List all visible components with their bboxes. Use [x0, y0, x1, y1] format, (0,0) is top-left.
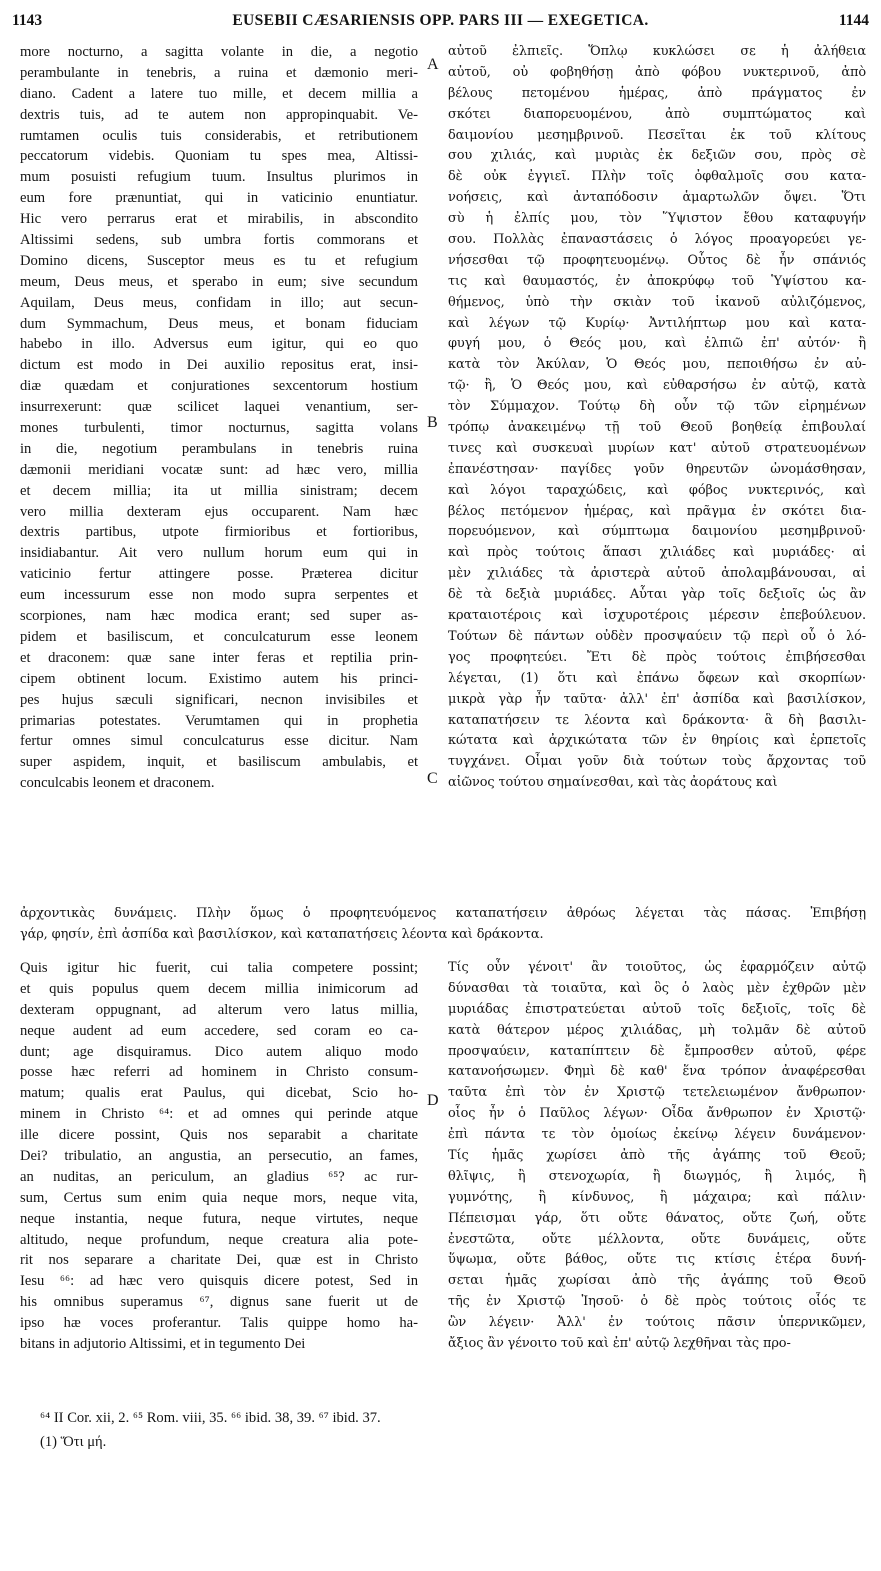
- text-line: μικρὰ γὰρ ἦν ταῦτα· ἀλλ' ἐπ' ἀσπίδα καὶ βασιλίσκον,: [448, 691, 866, 707]
- greek-spanning-lines: [20, 904, 866, 946]
- text-line: Iesu ⁶⁶: ad hæc vero quisquis dicere potest, Sed in: [20, 1273, 418, 1290]
- text-line: μυριάδας ἐπιστρατεύεται αὐτοῦ τοῖς δεξιοῖς, τοῖς δὲ: [448, 1001, 866, 1017]
- text-line: dictum est modo in Dei auxilio repositus erat, insi-: [20, 357, 418, 374]
- text-line: Domino dicens, Susceptor meus es tu et refugium: [20, 252, 418, 269]
- margin-letter-a: A: [427, 56, 439, 73]
- greek-column-lower: [448, 958, 866, 1355]
- text-line: Hic vero perrarus erat et mirabilis, in abscondito: [20, 211, 418, 228]
- text-line: posse hæc referri ad hominem in Christo consum-: [20, 1064, 418, 1081]
- text-line: bitans in adjutorio Altissimi, et in tegumento Dei: [20, 1336, 306, 1353]
- text-line: fertur omnes simul conculcaturus esse dicitur. Nam: [20, 733, 418, 750]
- text-line: καταπατήσειν τε λέοντα καὶ δράκοντα· ἃ δὴ βασιλι-: [448, 712, 866, 728]
- margin-letter-c: C: [427, 770, 438, 787]
- text-line: τυγχάνει. Οἶμαι γοῦν διὰ τούτων τοὺς ἄρχοντας τοῦ: [448, 754, 866, 770]
- text-line: super aspidem, inquit, et basiliscum ambulabis, et: [20, 754, 418, 771]
- text-line: dunt; age disquiramus. Dico autem aliquo modo: [20, 1043, 418, 1060]
- text-line: σου. Πολλὰς ἐπαναστάσεις ὁ λόγος προαγορεύει γε-: [448, 232, 866, 248]
- text-line: ille dicere possint, Quis nos separabit a charitate: [20, 1127, 418, 1144]
- margin-letter-d: D: [427, 1092, 439, 1109]
- text-line: τρόπῳ ἀνακειμένῳ τῇ τοῦ Θεοῦ βοηθείᾳ ἐπιβουλαί: [448, 420, 866, 436]
- page-number-left: 1143: [12, 12, 43, 29]
- text-line: καὶ πρὸς τούτοις ἅπασι χιλιάδες καὶ μυριάδες· αἱ: [448, 545, 866, 561]
- text-line: βέλος πετόμενον ἡμέρας, καὶ πρᾶγμα ἐν σκότει δια-: [448, 503, 866, 519]
- text-line: πορευόμενον, καὶ σύμπτωμα δαιμονίου μεσημβρινοῦ·: [448, 524, 866, 540]
- text-line: Τίς οὖν γένοιτ' ἂν τοιοῦτος, ὡς ἐφαρμόζειν αὐτῷ: [448, 960, 866, 975]
- text-line: scorpiones, nam hæc modica erant; sed super as-: [20, 608, 418, 625]
- text-line: neque instantia, neque futura, neque virtutes, neque: [20, 1210, 418, 1227]
- text-line: οἷος ἦν ὁ Παῦλος λέγων· Οἶδα ἄνθρωπον ἐν Χριστῷ·: [448, 1106, 866, 1122]
- text-line: σεται ἡμᾶς χωρίσαι ἀπὸ τῆς ἀγάπης τοῦ Θεοῦ: [448, 1273, 866, 1289]
- text-line: αὐτοῦ ἐλπιεῖς. Ὅπλῳ κυκλώσει σε ἡ ἀλήθεια: [448, 44, 866, 59]
- text-line: dextris partibus, utpote firmioribus et fortioribus,: [20, 524, 418, 541]
- text-line: δὲ οὐκ ἐγγιεῖ. Πλὴν τοῖς ὀφθαλμοῖς σου κατα-: [448, 169, 866, 185]
- running-head: [12, 12, 869, 36]
- text-line: neque audent ad eum accedere, sed coram eo ca-: [20, 1022, 418, 1039]
- text-line: more nocturno, a sagitta volante in die, a negotio: [20, 44, 418, 60]
- text-line: τῆς ἐν Χριστῷ Ἰησοῦ· ὁ δὲ πρὸς τούτοις οἷός τε: [448, 1294, 866, 1310]
- text-line: μὲν χιλιάδες τὰ ἀριστερὰ αὐτοῦ ἀπολαμβάνουσαι, αἱ: [448, 566, 866, 582]
- text-line: σου χιλιάς, καὶ μυριὰς ἐκ δεξιῶν σου, πρὸς σὲ: [448, 148, 866, 164]
- text-line: cipem obtinent locum. Existimo autem his princi-: [20, 670, 418, 687]
- text-line: ἀρχοντικὰς δυνάμεις. Πλὴν ὅμως ὁ προφητευόμενος καταπατήσειν ἀθρόως λέγεται τὰς πάσας. Ἐπιβήσῃ: [20, 906, 866, 921]
- text-line: τινες καὶ συσκευαὶ μυρίων κατ' αὐτοῦ στρατευομένων: [448, 440, 866, 456]
- text-line: vaticinio fertur attingere posse. Præterea dicitur: [20, 566, 418, 583]
- text-line: ἄξιος ἂν γένοιτο τοῦ καὶ ἐπ' αὐτῷ λεχθῆναι τὰς προ-: [448, 1336, 791, 1352]
- text-line: φυγή μου, ὁ Θεός μου, καὶ ἐλπιῶ ἐπ' αὐτόν· ἢ: [448, 336, 866, 352]
- text-line: θήμενος, ὑπὸ τὴν σκιὰν τοῦ ἱκανοῦ αὐλιζόμενος,: [448, 294, 866, 310]
- text-line: ὢν λέγειν· Ἀλλ' ἐν τούτοις πᾶσιν ὑπερνικῶμεν,: [448, 1315, 866, 1331]
- text-line: conculcabis leonem et draconem.: [20, 775, 215, 792]
- text-line: eum fore prænuntiat, qui in vaticinio enuntiatur.: [20, 190, 418, 207]
- text-line: γος προφητεύει. Ἔτι δὲ πρὸς τούτοις ἐπιβήσεσθαι: [448, 649, 866, 665]
- text-line: Τίς ἡμᾶς χωρίσει ἀπὸ τῆς ἀγάπης τοῦ Θεοῦ;: [448, 1148, 866, 1164]
- text-line: ταῦτα ἐπὶ τὸν ἐν Χριστῷ τετελειωμένον ἄνθρωπον·: [448, 1085, 866, 1101]
- text-line: θλῖψις, ἢ στενοχωρία, ἢ διωγμός, ἢ λιμός, ἢ: [448, 1168, 866, 1184]
- text-line: τις καὶ θαυμαστός, ἐν ἀποκρύφῳ τοῦ Ὑψίστου κα-: [448, 273, 866, 289]
- text-line: dum Symmachum, Deus meus, et bonam fiduciam: [20, 315, 418, 332]
- text-line: ἐπὶ πάντα τε τὸν ὁμοίως ἐκείνῳ λέγειν δυνάμενον·: [448, 1127, 866, 1143]
- text-line: Τούτων δὲ πάντων οὐδὲν προσψαύειν τῷ περὶ οὗ ὁ λό-: [448, 628, 866, 644]
- running-title: EUSEBII CÆSARIENSIS OPP. PARS III — EXEGETICA.: [232, 12, 649, 29]
- text-line: in die, negotium perambulans in tenebris ruina: [20, 440, 418, 457]
- text-line: ἐπανέστησαν· παγίδες γοῦν θηρευτῶν ὠνομάσθησαν,: [448, 461, 866, 477]
- text-line: insidiabantur. Ait vero nullum horum eum qui in: [20, 545, 418, 562]
- text-line: σὺ ἡ ἐλπίς μου, τὸν Ὕψιστον ἔθου καταφυγήν: [448, 211, 866, 227]
- footnote-references: ⁶⁴ II Cor. xii, 2. ⁶⁵ Rom. viii, 35. ⁶⁶ ibid. 38, 39. ⁶⁷ ibid. 37.: [40, 1410, 381, 1426]
- text-line: τὸν Σύμμαχον. Τούτῳ δὴ οὖν τῷ τῶν εἰρημένων: [448, 399, 866, 415]
- text-line: altitudo, neque profundum, neque creatura alia pote-: [20, 1231, 418, 1248]
- text-line: τῷ· ἢ, Ὁ Θεός μου, καὶ εὐθαρσήσω ἐν αὐτῷ, κατὰ: [448, 378, 866, 394]
- text-line: αἰῶνος τούτου σημαίνεσθαι, καὶ τὰς ἀοράτους καὶ: [448, 775, 778, 791]
- text-line: γάρ, φησίν, ἐπὶ ἀσπίδα καὶ βασιλίσκον, καὶ καταπατήσεις λέοντα καὶ δράκοντα.: [20, 926, 544, 942]
- text-line: δὲ τὰ δεξιὰ μυριάδες. Αὗται γὰρ τοῖς δεξιοῖς ὡς ἂν: [448, 587, 866, 603]
- text-line: rumtamen oculis tuis considerabis, et retributionem: [20, 127, 418, 144]
- text-line: Quis igitur hic fuerit, cui talia competere possint;: [20, 960, 418, 976]
- text-line: προσψαύειν, καταπίπτειν δὲ ἔμπροσθεν αὐτοῦ, φέρε: [448, 1043, 866, 1059]
- text-line: ipso hæ voces proferantur. Talis quippe homo ha-: [20, 1315, 418, 1332]
- text-line: κατανοήσωμεν. Φημὶ δὲ καθ' ἕνα τρόπον ἀναφέρεσθαι: [448, 1064, 866, 1080]
- text-line: καὶ λόγοι ταραχώδεις, καὶ φόβος νυκτερινός, καὶ: [448, 482, 866, 498]
- margin-letter-b: B: [427, 414, 438, 431]
- text-line: eum incessurum esse non modo supra serpentes et: [20, 587, 418, 604]
- text-line: diæ quædam et conjurationes sexcentorum hostium: [20, 378, 418, 395]
- text-line: pidem et basiliscum, et conculcaturum esse leonem: [20, 628, 418, 645]
- greek-column-upper: [448, 42, 866, 794]
- text-line: Πέπεισμαι γάρ, ὅτι οὔτε θάνατος, οὔτε ζωή, οὔτε: [448, 1210, 866, 1226]
- text-line: dexteram oppugnant, ad alterum vero latus millia,: [20, 1001, 418, 1018]
- text-line: κατὰ θάτερον μέρος χιλιάδας, μὴ τολμᾶν δὲ αὐτοῦ: [448, 1022, 866, 1038]
- text-line: αὐτοῦ, οὐ φοβηθήσῃ ἀπὸ φόβου νυκτερινοῦ, ἀπὸ: [448, 64, 866, 80]
- text-line: Dei? tribulatio, an angustia, an persecutio, an fames,: [20, 1148, 418, 1165]
- text-line: an nuditas, an periculum, an gladius ⁶⁵? ac rur-: [20, 1168, 418, 1185]
- latin-column-lower: [20, 958, 418, 1355]
- text-line: καὶ λέγων τῷ Κυρίῳ· Ἀντιλήπτωρ μου καὶ κατα-: [448, 315, 866, 331]
- text-line: pes hujus sæculi significari, necnon invisibiles et: [20, 691, 418, 708]
- text-line: dæmonii meridiani vocatæ sunt: ad hæc vero, millia: [20, 461, 418, 478]
- text-line: βέλους πετομένου ἡμέρας, ἀπὸ πράγματος ἐν: [448, 85, 866, 101]
- text-line: vero millia dexteram ejus occuparent. Nam hæc: [20, 503, 418, 520]
- text-line: mum posuisti refugium tuum. Insultus plurimos in: [20, 169, 418, 186]
- latin-column-upper: [20, 42, 418, 794]
- text-line: κραταιοτέροις καὶ ἰσχυροτέροις μέρεσιν ἐπεβούλευον.: [448, 608, 866, 624]
- text-line: dextris tuis, ad te autem non appropinquabit. Ve-: [20, 106, 418, 123]
- text-line: Altissimi sedens, sub umbra fortis commorans et: [20, 232, 418, 249]
- text-line: ἐνεστῶτα, οὔτε μέλλοντα, οὔτε δυνάμεις, οὔτε: [448, 1231, 866, 1247]
- text-line: insurrexerunt: quæ scilicet laquei venantium, ser-: [20, 399, 418, 416]
- text-line: κώτατα καὶ ἀρχικώτατα τῶν ἐν θηρίοις καὶ ἑρπετοῖς: [448, 733, 866, 749]
- text-line: rit nos separare a charitate Dei, quæ est in Christo: [20, 1252, 418, 1269]
- page-number-right: 1144: [838, 12, 869, 29]
- text-line: minem in Christo ⁶⁴: et ad omnes qui perinde atque: [20, 1106, 418, 1123]
- text-line: σκότει διαπορευομένου, ἀπὸ συμπτώματος καὶ: [448, 106, 866, 122]
- text-line: δύνασθαι τὰ τοιαῦτα, καὶ ὃς ὁ λαὸς μὲν ἐχθρῶν μὲν: [448, 980, 866, 996]
- text-line: peccatorum videbis. Quoniam tu spes mea, Altissi-: [20, 148, 418, 165]
- text-line: δαιμονίου μεσημβρινοῦ. Πεσεῖται ἐκ τοῦ κλίτους: [448, 127, 866, 143]
- text-line: mones turbulenti, timor nocturnus, sagitta volans: [20, 420, 418, 437]
- text-line: meum, Deus meus, et sperabo in eum; sive secundum: [20, 273, 418, 290]
- text-line: λέγεται, (1) ὅτι καὶ ἐπάνω ὄφεων καὶ σκορπίων·: [448, 670, 866, 686]
- footnote-variant: (1) Ὅτι μή.: [40, 1434, 107, 1450]
- text-line: Aquilam, Deus meus, confidam in illo; aut secun-: [20, 294, 418, 311]
- text-line: et decem millia; ita ut millia sinistram; decem: [20, 482, 418, 499]
- text-line: et draconem: quæ sane inter feras et reptilia prin-: [20, 649, 418, 666]
- text-line: sum, Certus sum enim quia neque mors, neque vita,: [20, 1189, 418, 1206]
- text-line: νήσεσθαι τῷ προφητευομένῳ. Οὗτος δὲ ἦν σπάνιός: [448, 252, 866, 268]
- text-line: et quis populus quem decem millia inimicorum ad: [20, 980, 418, 997]
- text-line: perambulante in tenebris, a ruina et dæmonio meri-: [20, 64, 418, 81]
- text-line: κατὰ τὸν Ἀκύλαν, Ὁ Θεός μου, πεποιθήσω ἐν αὐ-: [448, 357, 866, 373]
- text-line: his omnibus superamus ⁶⁷, dignus sane fuerit ut de: [20, 1294, 418, 1311]
- text-line: ὕψωμα, οὔτε βάθος, οὔτε τις κτίσις ἑτέρα δυνή-: [448, 1252, 866, 1268]
- text-line: γυμνότης, ἢ κίνδυνος, ἢ μάχαιρα; καὶ πάλιν·: [448, 1189, 866, 1205]
- text-line: matum; qualis erat Paulus, qui dicebat, Scio ho-: [20, 1085, 418, 1102]
- text-line: habebo in illo. Adversus eum igitur, qui eo quo: [20, 336, 418, 353]
- text-line: νοήσεις, καὶ ἀνταπόδοσιν ἁμαρτωλῶν ὄψει. Ὅτι: [448, 190, 866, 206]
- text-line: primarias potestates. Verumtamen qui in prophetia: [20, 712, 418, 729]
- text-line: diano. Cadent a latere tuo mille, et decem millia a: [20, 85, 418, 102]
